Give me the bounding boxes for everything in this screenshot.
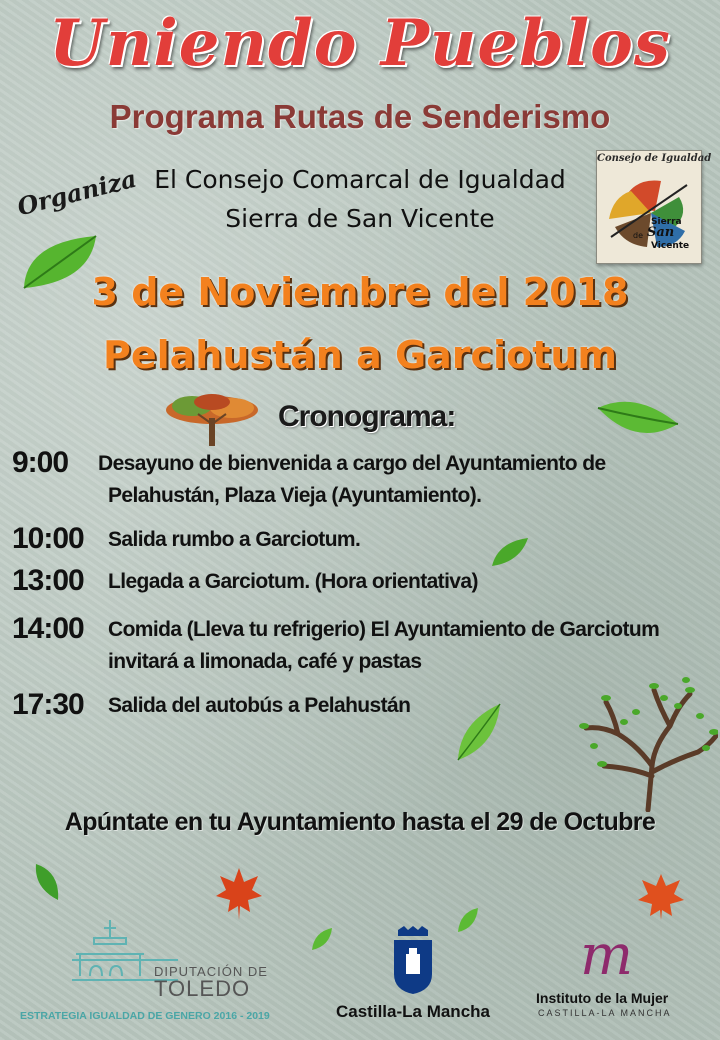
toledo-label-1: DIPUTACIÓN DE bbox=[154, 964, 268, 979]
logo-title: Consejo de Igualdad bbox=[597, 153, 712, 164]
instituto-label-1: Instituto de la Mujer bbox=[536, 990, 669, 1006]
leaf-icon bbox=[32, 862, 62, 902]
maple-leaf-icon bbox=[214, 866, 264, 922]
schedule-title: Cronograma: bbox=[278, 400, 456, 433]
schedule-desc: Desayuno de bienvenida a cargo del Ayuntamiento de bbox=[98, 452, 606, 475]
leaf-icon bbox=[454, 702, 502, 762]
event-date: 3 de Noviembre del 2018 bbox=[91, 270, 629, 314]
schedule-desc: Salida rumbo a Garciotum. bbox=[108, 528, 361, 551]
tree-icon bbox=[574, 676, 718, 812]
schedule-time: 14:00 bbox=[12, 612, 84, 645]
schedule-desc: Comida (Lleva tu refrigerio) El Ayuntamiento de Garciotum bbox=[108, 618, 660, 641]
event-route: Pelahustán a Garciotum bbox=[102, 333, 618, 377]
schedule-desc: Salida del autobús a Pelahustán bbox=[108, 694, 411, 717]
schedule-desc: Llegada a Garciotum. (Hora orientativa) bbox=[108, 570, 478, 593]
schedule-desc: invitará a limonada, café y pastas bbox=[108, 650, 422, 673]
strategy-label: ESTRATEGIA IGUALDAD DE GENERO 2016 - 2019 bbox=[20, 1010, 270, 1022]
consejo-igualdad-logo bbox=[596, 150, 712, 264]
instituto-mujer-logo-icon: m bbox=[580, 923, 634, 988]
leaf-icon bbox=[456, 906, 480, 934]
autumn-tree-icon bbox=[162, 392, 262, 448]
logo-text-de: de bbox=[633, 231, 643, 240]
organiza-label: Organiza bbox=[14, 163, 140, 222]
logo-text-sierra: Sierra bbox=[651, 217, 682, 227]
poster-title: Uniendo Pueblos bbox=[49, 6, 671, 81]
logo-text-san: San bbox=[647, 225, 675, 240]
leaf-icon bbox=[490, 536, 530, 568]
schedule-time: 17:30 bbox=[12, 688, 84, 721]
castilla-la-mancha-shield-icon bbox=[390, 924, 436, 996]
registration-deadline: Apúntate en tu Ayuntamiento hasta el 29 de Octubre bbox=[64, 808, 656, 836]
instituto-label-2: CASTILLA-LA MANCHA bbox=[538, 1008, 672, 1018]
poster-subtitle: Programa Rutas de Senderismo bbox=[109, 98, 611, 135]
logo-text-vicente: Vicente bbox=[651, 241, 690, 251]
clm-label: Castilla-La Mancha bbox=[336, 1002, 490, 1021]
schedule-time: 9:00 bbox=[12, 446, 69, 479]
organizer-line-2: Sierra de San Vicente bbox=[225, 204, 495, 233]
schedule-time: 13:00 bbox=[12, 564, 84, 597]
leaf-icon bbox=[310, 926, 334, 952]
schedule-desc: Pelahustán, Plaza Vieja (Ayuntamiento). bbox=[108, 484, 482, 507]
maple-leaf-icon bbox=[636, 872, 686, 922]
leaf-icon bbox=[596, 394, 680, 446]
organizer-line-1: El Consejo Comarcal de Igualdad bbox=[154, 165, 566, 194]
toledo-label-2: TOLEDO bbox=[154, 976, 251, 1001]
schedule-time: 10:00 bbox=[12, 522, 84, 555]
